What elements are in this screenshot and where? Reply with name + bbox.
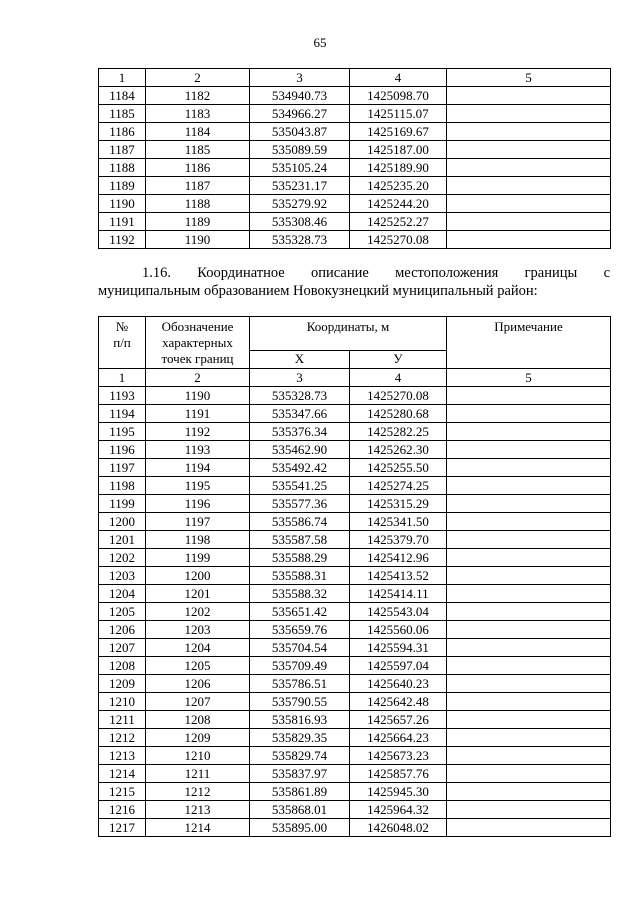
table-cell: 535895.00 [250, 819, 350, 837]
table-row [99, 231, 611, 249]
table-cell: 535328.73 [250, 231, 350, 249]
header-designation-line1: Обозначение [161, 319, 234, 334]
table-cell: 535861.89 [250, 783, 350, 801]
heading-word: границы [524, 265, 578, 281]
table-row [99, 405, 611, 423]
table-cell [447, 603, 611, 621]
col-number: 5 [447, 369, 611, 387]
table-cell [447, 567, 611, 585]
table-cell: 1425270.08 [350, 387, 447, 405]
table-cell: 1425315.29 [350, 495, 447, 513]
table-cell: 1425189.90 [350, 159, 447, 177]
table-cell: 1186 [146, 159, 250, 177]
header-designation [146, 317, 250, 369]
table-cell: 535577.36 [250, 495, 350, 513]
table-cell: 1203 [146, 621, 250, 639]
table-cell: 1187 [146, 177, 250, 195]
table-cell: 1197 [146, 513, 250, 531]
table-cell: 1215 [99, 783, 146, 801]
heading-word: 1.16. [142, 265, 171, 281]
table-row [99, 567, 611, 585]
table-cell: 535588.32 [250, 585, 350, 603]
table-cell: 1217 [99, 819, 146, 837]
table-row [99, 729, 611, 747]
table-cell: 1202 [99, 549, 146, 567]
table-cell: 1425657.26 [350, 711, 447, 729]
table-cell: 535279.92 [250, 195, 350, 213]
table-cell: 1425255.50 [350, 459, 447, 477]
table-cell: 1425857.76 [350, 765, 447, 783]
table-row [99, 765, 611, 783]
table-cell: 1206 [99, 621, 146, 639]
table-row [99, 783, 611, 801]
table-cell: 1198 [99, 477, 146, 495]
table-row [99, 387, 611, 405]
table-cell: 535089.59 [250, 141, 350, 159]
table-cell [447, 177, 611, 195]
col-number: 2 [146, 69, 250, 87]
table-cell: 1197 [99, 459, 146, 477]
table-cell: 1214 [99, 765, 146, 783]
table-cell: 535376.34 [250, 423, 350, 441]
table-cell: 1425280.68 [350, 405, 447, 423]
header-y: У [350, 350, 447, 368]
table-row [99, 87, 611, 105]
table-cell [447, 711, 611, 729]
table-cell [447, 441, 611, 459]
table-cell: 1186 [99, 123, 146, 141]
table-cell: 1195 [146, 477, 250, 495]
table-cell: 1425673.23 [350, 747, 447, 765]
table-cell: 1187 [99, 141, 146, 159]
table-cell: 1199 [99, 495, 146, 513]
table-cell: 1204 [146, 639, 250, 657]
table-cell: 1209 [99, 675, 146, 693]
table-cell: 1212 [146, 783, 250, 801]
table-cell [447, 141, 611, 159]
table-cell: 1425169.67 [350, 123, 447, 141]
table-cell: 1425642.48 [350, 693, 447, 711]
col-number: 1 [99, 369, 146, 387]
table-cell [447, 639, 611, 657]
table-cell: 535492.42 [250, 459, 350, 477]
table-cell: 1425341.50 [350, 513, 447, 531]
table-cell [447, 765, 611, 783]
table-row [99, 675, 611, 693]
header-number-line1: № [115, 319, 129, 334]
table-cell [447, 105, 611, 123]
table-cell: 1183 [146, 105, 250, 123]
table-row [99, 711, 611, 729]
table-cell: 1216 [99, 801, 146, 819]
table-cell: 1425945.30 [350, 783, 447, 801]
table-cell: 1425187.00 [350, 141, 447, 159]
header-x: X [250, 350, 350, 368]
table-cell: 535816.93 [250, 711, 350, 729]
table-cell: 1213 [99, 747, 146, 765]
table-cell: 1185 [99, 105, 146, 123]
table-cell: 1190 [146, 231, 250, 249]
table-cell [447, 231, 611, 249]
table-row [99, 459, 611, 477]
table-row [99, 141, 611, 159]
table-cell: 1425560.06 [350, 621, 447, 639]
table-row [99, 423, 611, 441]
col-number: 5 [447, 69, 611, 87]
table-cell: 1205 [146, 657, 250, 675]
table-cell: 1185 [146, 141, 250, 159]
table-cell: 1212 [99, 729, 146, 747]
table-cell: 1425270.08 [350, 231, 447, 249]
table-cell [447, 801, 611, 819]
table-cell: 1209 [146, 729, 250, 747]
table-row [99, 441, 611, 459]
table-cell: 1211 [146, 765, 250, 783]
table-row [99, 747, 611, 765]
table-cell [447, 405, 611, 423]
table-row [99, 819, 611, 837]
table-cell [447, 87, 611, 105]
heading-word: Координатное [197, 265, 285, 281]
table-cell: 1192 [146, 423, 250, 441]
table-cell [447, 585, 611, 603]
table-cell: 1425262.30 [350, 441, 447, 459]
table-cell [447, 477, 611, 495]
table-row [99, 477, 611, 495]
table-row [99, 213, 611, 231]
heading-word: местоположения [395, 265, 499, 281]
table-row [99, 195, 611, 213]
table-cell: 1425379.70 [350, 531, 447, 549]
table-cell: 1213 [146, 801, 250, 819]
page-number: 65 [313, 35, 327, 50]
table-cell: 535868.01 [250, 801, 350, 819]
table-cell: 1202 [146, 603, 250, 621]
table-cell [447, 531, 611, 549]
table-cell [447, 459, 611, 477]
table-cell: 1204 [99, 585, 146, 603]
col-number: 2 [146, 369, 250, 387]
table-cell [447, 675, 611, 693]
col-number: 1 [99, 69, 146, 87]
table-cell: 535659.76 [250, 621, 350, 639]
table-cell: 1425412.96 [350, 549, 447, 567]
table-row [99, 621, 611, 639]
table-cell: 535709.49 [250, 657, 350, 675]
table-cell: 535588.31 [250, 567, 350, 585]
table-cell [447, 657, 611, 675]
table-row [99, 531, 611, 549]
table-cell: 1201 [99, 531, 146, 549]
table-cell: 1188 [146, 195, 250, 213]
table-cell: 1199 [146, 549, 250, 567]
table-cell: 535587.58 [250, 531, 350, 549]
table-cell [447, 123, 611, 141]
table-cell: 1425414.11 [350, 585, 447, 603]
table-cell: 535790.55 [250, 693, 350, 711]
table-row [99, 639, 611, 657]
table-cell: 535328.73 [250, 387, 350, 405]
table-body [99, 87, 611, 249]
coordinates-table [98, 316, 611, 837]
table-cell: 535541.25 [250, 477, 350, 495]
table-cell: 1208 [146, 711, 250, 729]
table-cell [447, 693, 611, 711]
table-cell: 1192 [99, 231, 146, 249]
col-number: 4 [350, 69, 447, 87]
table-cell: 535786.51 [250, 675, 350, 693]
table-cell: 1190 [146, 387, 250, 405]
table-cell: 1188 [99, 159, 146, 177]
table-cell [447, 621, 611, 639]
table-cell: 535308.46 [250, 213, 350, 231]
section-heading [98, 264, 610, 300]
table-cell [447, 729, 611, 747]
col-number: 3 [250, 369, 350, 387]
coordinates-table-continued [98, 68, 611, 249]
table-cell: 1203 [99, 567, 146, 585]
table-cell [447, 387, 611, 405]
table-cell: 1425115.07 [350, 105, 447, 123]
table-cell: 1191 [99, 213, 146, 231]
table-row [99, 657, 611, 675]
table-cell: 1425235.20 [350, 177, 447, 195]
table-cell: 535105.24 [250, 159, 350, 177]
table-cell: 1425282.25 [350, 423, 447, 441]
header-number [99, 317, 146, 369]
header-coordinates: Координаты, м [250, 317, 447, 351]
table-cell: 535043.87 [250, 123, 350, 141]
table-cell [447, 747, 611, 765]
table-cell: 1425098.70 [350, 87, 447, 105]
table-cell: 1425413.52 [350, 567, 447, 585]
table-cell: 1182 [146, 87, 250, 105]
table-cell: 1214 [146, 819, 250, 837]
table-cell: 1210 [146, 747, 250, 765]
table-cell: 535837.97 [250, 765, 350, 783]
table-cell: 1198 [146, 531, 250, 549]
table-cell: 535704.54 [250, 639, 350, 657]
table-cell: 534966.27 [250, 105, 350, 123]
table-cell: 1200 [99, 513, 146, 531]
section-heading-line2: муниципальным образованием Новокузнецкий муниципальный район: [98, 283, 538, 299]
table-cell [447, 213, 611, 231]
table-cell: 535231.17 [250, 177, 350, 195]
col-number: 3 [250, 69, 350, 87]
table-cell: 1196 [99, 441, 146, 459]
table-cell: 1425543.04 [350, 603, 447, 621]
table-cell: 1425274.25 [350, 477, 447, 495]
table-row [99, 123, 611, 141]
table-cell: 1426048.02 [350, 819, 447, 837]
table-cell: 535462.90 [250, 441, 350, 459]
header-designation-line3: точек границ [161, 351, 234, 366]
table-cell [447, 783, 611, 801]
table-cell [447, 495, 611, 513]
heading-word: описание [311, 265, 369, 281]
table-cell: 1208 [99, 657, 146, 675]
table-cell: 1201 [146, 585, 250, 603]
header-designation-line2: характерных [162, 335, 233, 350]
table-row [99, 105, 611, 123]
table-cell: 1207 [146, 693, 250, 711]
table-cell: 1425252.27 [350, 213, 447, 231]
table-cell: 1425664.23 [350, 729, 447, 747]
table-cell [447, 195, 611, 213]
table-cell: 1194 [146, 459, 250, 477]
table-row [99, 495, 611, 513]
table-row [99, 585, 611, 603]
table-cell: 1194 [99, 405, 146, 423]
table-cell: 1205 [99, 603, 146, 621]
table-cell: 1425594.31 [350, 639, 447, 657]
table-cell: 1210 [99, 693, 146, 711]
table-row [99, 513, 611, 531]
table-row [99, 177, 611, 195]
table-cell: 1193 [99, 387, 146, 405]
table-cell [447, 159, 611, 177]
col-number: 4 [350, 369, 447, 387]
header-note: Примечание [447, 317, 611, 369]
table-cell: 535586.74 [250, 513, 350, 531]
table-cell: 1184 [99, 87, 146, 105]
table-cell: 535829.35 [250, 729, 350, 747]
table-cell: 1425244.20 [350, 195, 447, 213]
table-cell [447, 423, 611, 441]
table-row [99, 603, 611, 621]
table-cell: 1189 [99, 177, 146, 195]
table-cell: 534940.73 [250, 87, 350, 105]
table-row [99, 801, 611, 819]
table-header [99, 317, 611, 387]
table-cell: 1207 [99, 639, 146, 657]
table-cell [447, 819, 611, 837]
table-row [99, 693, 611, 711]
header-number-line2: п/п [113, 335, 131, 350]
table-cell: 1425597.04 [350, 657, 447, 675]
table-cell: 1211 [99, 711, 146, 729]
heading-word: с [603, 265, 610, 281]
table-cell: 1190 [99, 195, 146, 213]
table-cell: 535347.66 [250, 405, 350, 423]
section-heading-line1 [98, 264, 610, 282]
column-number-row [99, 69, 611, 87]
table-cell [447, 513, 611, 531]
table-cell: 535651.42 [250, 603, 350, 621]
table-cell: 1196 [146, 495, 250, 513]
table-row [99, 159, 611, 177]
table-cell: 535829.74 [250, 747, 350, 765]
table-cell: 1425964.32 [350, 801, 447, 819]
table-cell: 1193 [146, 441, 250, 459]
table-cell: 1195 [99, 423, 146, 441]
table-cell: 535588.29 [250, 549, 350, 567]
table-cell: 1206 [146, 675, 250, 693]
table-cell: 1189 [146, 213, 250, 231]
table-cell [447, 549, 611, 567]
table-cell: 1191 [146, 405, 250, 423]
table-cell: 1425640.23 [350, 675, 447, 693]
table-body [99, 387, 611, 837]
table-cell: 1200 [146, 567, 250, 585]
table-cell: 1184 [146, 123, 250, 141]
table-row [99, 549, 611, 567]
